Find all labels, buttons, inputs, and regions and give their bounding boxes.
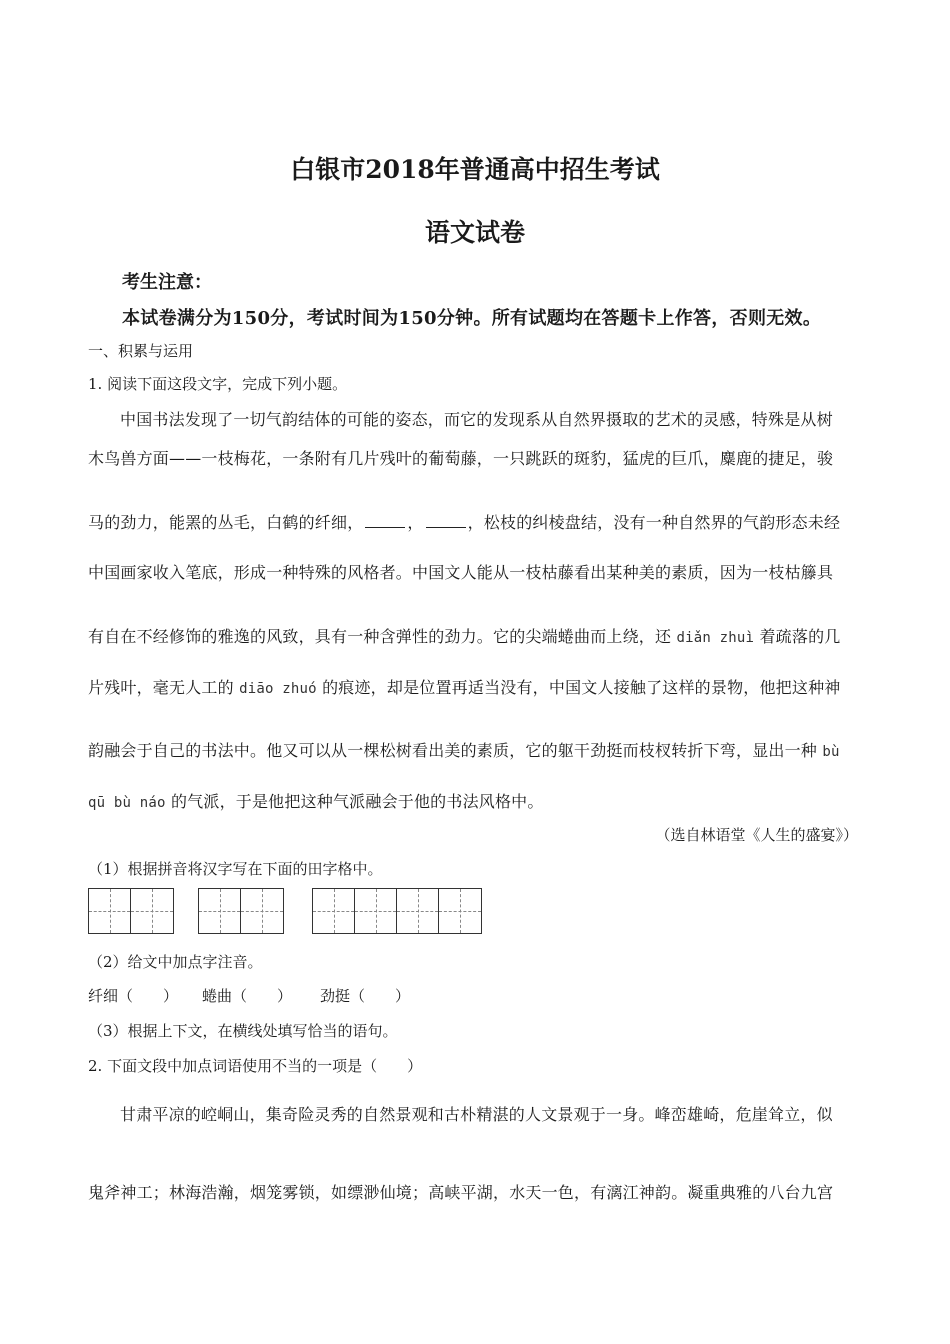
phonetic-bracket[interactable]: （ ） (232, 987, 293, 1005)
tianzige-cell[interactable] (439, 889, 481, 933)
passage-line (88, 789, 544, 812)
passage-line (88, 624, 840, 647)
tianzige-cell[interactable] (199, 889, 241, 933)
passage-text: ， (407, 513, 424, 532)
phonetic-item (202, 985, 292, 1006)
tianzige-cell[interactable] (313, 889, 355, 933)
tianzige-cell[interactable] (397, 889, 439, 933)
passage-text: 着疏落的几 (759, 627, 841, 646)
phonetic-word: 劲挺 (320, 987, 351, 1005)
tianzige-cell[interactable] (355, 889, 397, 933)
passage-text: 韵融会于自己的书法中。他又可以从一棵松树看出美的素质，它的躯干劲挺而枝杈转折下弯，显出一种 (88, 741, 818, 760)
phonetic-bracket[interactable]: （ ） (350, 987, 411, 1005)
passage-text: ，松枝的纠棱盘结，没有一种自然界的气韵形态未经 (467, 513, 841, 532)
passage-line (88, 510, 840, 533)
sub-question-2: （2）给文中加点字注音。 (88, 953, 263, 971)
passage-line (88, 738, 840, 761)
phonetic-bracket[interactable]: （ ） (118, 987, 179, 1005)
passage-line: 鬼斧神工；林海浩瀚，烟笼雾锁，如缥渺仙境；高峡平湖，水天一色，有漓江神韵。凝重典雅的八台九宫 (88, 1183, 834, 1202)
passage-text: 有自在不经修饰的雅逸的风致，具有一种含弹性的劲力。它的尖端蜷曲而上绕，还 (88, 627, 672, 646)
notice-text: 本试卷满分为150分，考试时间为150分钟。所有试题均在答题卡上作答，否则无效。 (122, 308, 822, 329)
phonetic-word: 蜷曲 (202, 987, 233, 1005)
pinyin-diaozhuo: diāo zhuó (239, 681, 317, 697)
passage-text: 片残叶，毫无人工的 (88, 678, 234, 697)
tianzige-cell[interactable] (241, 889, 283, 933)
fill-blank-2[interactable] (426, 513, 466, 528)
passage-line: 中国书法发现了一切气韵结体的可能的姿态，而它的发现系从自然界摄取的艺术的灵感，特殊是从树 (120, 410, 833, 429)
tianzige-group-2[interactable] (198, 888, 284, 934)
passage-text: 马的劲力，能罴的丛毛，白鹤的纤细， (88, 513, 364, 532)
phonetic-item (320, 985, 410, 1006)
passage-text: 的痕迹，却是位置再适当没有，中国文人接触了这样的景物，他把这种神 (322, 678, 841, 697)
phonetic-item (88, 985, 178, 1006)
tianzige-group-3[interactable] (312, 888, 482, 934)
tianzige-cell[interactable] (131, 889, 173, 933)
question-1-prompt: 1. 阅读下面这段文字，完成下列小题。 (88, 375, 348, 393)
passage-line (88, 675, 840, 698)
passage-line: 甘肃平凉的崆峒山，集奇险灵秀的自然景观和古朴精湛的人文景观于一身。峰峦雄崎，危崖耸立，似 (120, 1105, 833, 1124)
sub-question-3: （3）根据上下文，在横线处填写恰当的语句。 (88, 1022, 398, 1040)
pinyin-bu: bù (822, 744, 840, 760)
passage-line: 木鸟兽方面——一枝梅花，一条附有几片残叶的葡萄藤，一只跳跃的斑豹，猛虎的巨爪，麋鹿的捷足，骏 (88, 449, 834, 468)
passage-text: 的气派，于是他把这种气派融会于他的书法风格中。 (170, 792, 544, 811)
pinyin-qubunao: qū bù náo (88, 795, 166, 811)
exam-title: 白银市2018年普通高中招生考试 (290, 155, 660, 184)
passage-line: 中国画家收入笔底，形成一种特殊的风格者。中国文人能从一枝枯藤看出某种美的素质，因为一枝枯籐具 (88, 563, 834, 582)
sub-question-1: （1）根据拼音将汉字写在下面的田字格中。 (88, 860, 383, 878)
section-heading: 一、积累与运用 (88, 342, 194, 360)
passage-source: （选自林语堂《人生的盛宴》） (655, 826, 858, 844)
question-2-prompt: 2. 下面文段中加点词语使用不当的一项是（ ） (88, 1057, 423, 1075)
phonetic-word: 纤细 (88, 987, 119, 1005)
exam-subtitle: 语文试卷 (424, 218, 525, 247)
tianzige-cell[interactable] (89, 889, 131, 933)
tianzige-group-1[interactable] (88, 888, 174, 934)
notice-label: 考生注意： (122, 272, 212, 293)
pinyin-dianzhui: diǎn zhuì (676, 630, 755, 646)
fill-blank-1[interactable] (365, 513, 405, 528)
